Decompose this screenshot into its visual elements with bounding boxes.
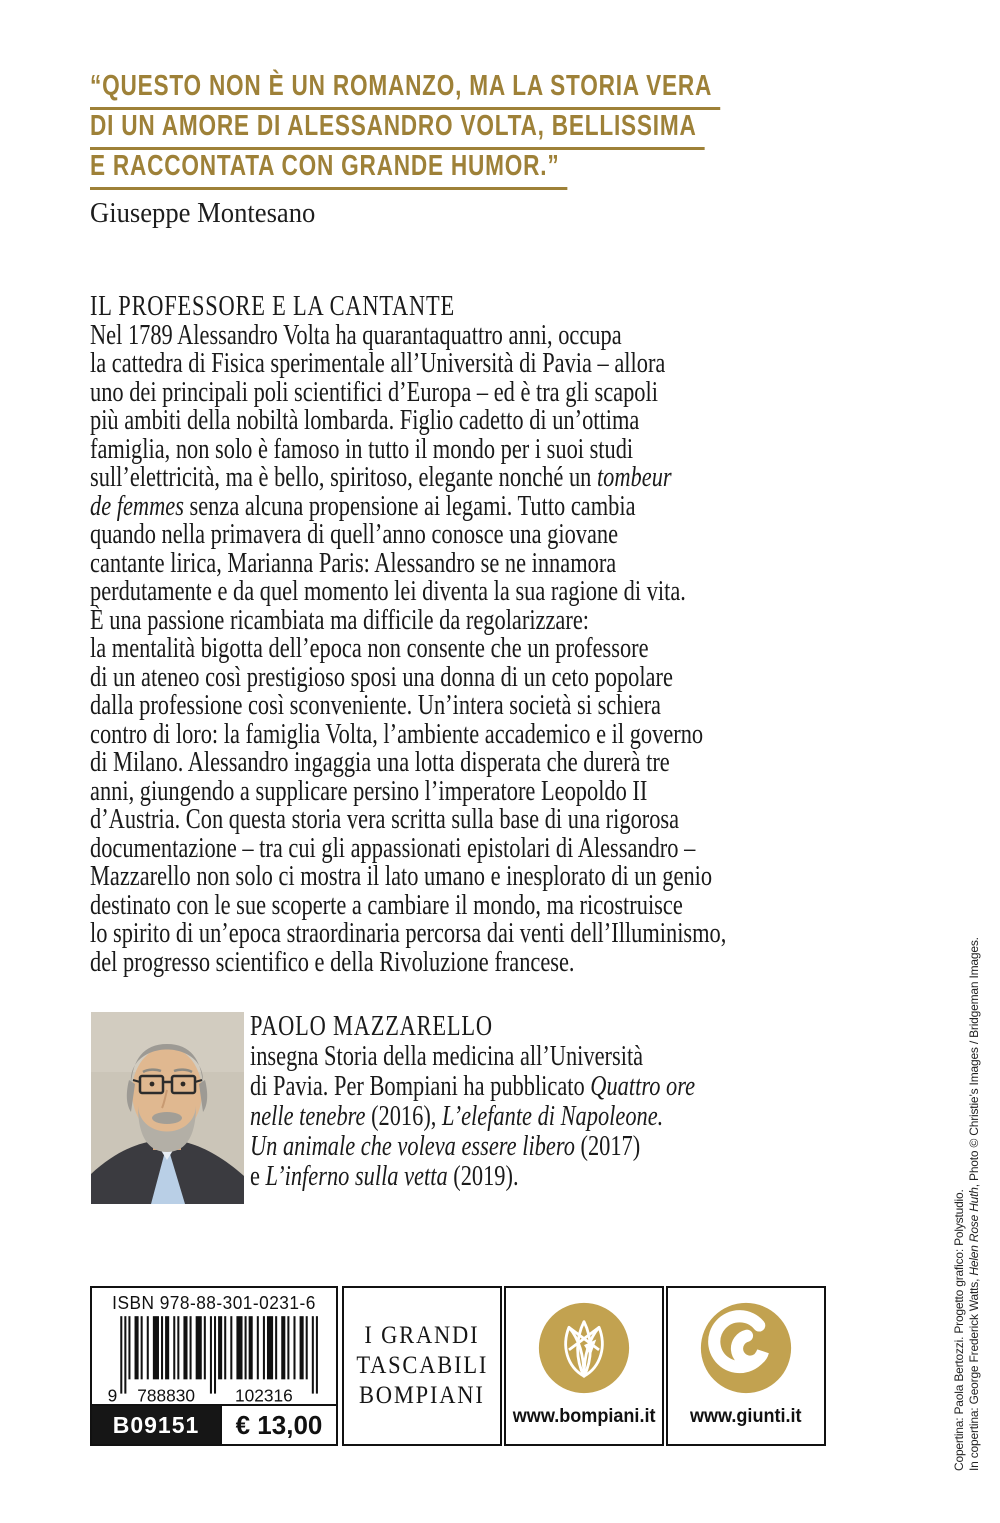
cover-credit-line [966,937,981,1471]
text-line: uno dei principali poli scientifici d’Europa – ed è tra gli scapoli [90,376,658,408]
text-line: Nel 1789 Alessandro Volta ha quarantaquattro anni, occupa [90,319,622,351]
giunti-swirl-icon [699,1301,793,1395]
author-portrait-illustration [91,1012,244,1204]
bompiani-flower-icon [537,1301,631,1395]
price: € 13,00 [220,1406,336,1444]
design-credit-line [951,937,966,1471]
text-line: la cattedra di Fisica sperimentale all’Università di Pavia – allora [90,348,666,379]
text-line: “QUESTO NON È UN ROMANZO, MA LA STORIA VERA [90,70,898,110]
text-line: quando nella primavera di quell’anno conosce una giovane [90,519,619,550]
author-photo [91,1012,244,1204]
edition-code: B09151 [92,1406,220,1444]
barcode-digit-9: 9 [107,1385,118,1406]
isbn-label: ISBN 978-88-301-0231-6 [112,1293,316,1313]
text-line: la mentalità bigotta dell’epoca non consente che un professore [90,633,649,664]
author-bio [250,1012,870,1192]
text-line: PAOLO MAZZARELLO [250,1011,493,1042]
text-line: di un ateneo così prestigioso sposi una donna di un ceto popolare [90,661,673,693]
text-line: nelle tenebre (2016), L’elefante di Napoleone. [250,1101,664,1132]
text-line: Mazzarello non solo ci mostra il lato umano e inesplorato di un genio [90,861,713,892]
text-line: sull’elettricità, ma è bello, spiritoso, elegante nonché un tombeur [90,462,672,493]
barcode-digits-right: 102316 [235,1385,293,1406]
barcode-digits-left: 788830 [137,1385,196,1406]
text-line: I GRANDI [364,1322,480,1349]
text-line: BOMPIANI [359,1382,485,1409]
text-line: famiglia, non solo è famoso in tutto il mondo per i suoi studi [90,433,634,465]
barcode-box [90,1286,338,1446]
photo-credits [951,937,981,1471]
text-line: e L’inferno sulla vetta (2019). [250,1161,519,1192]
synopsis-title: IL PROFESSORE E LA CANTANTE [90,291,455,322]
text-line: Un animale che voleva essere libero (2017) [250,1131,641,1162]
barcode [106,1316,322,1406]
text-line: contro di loro: la famiglia Volta, l’ambiente accademico e il governo [90,718,704,750]
text-line: TASCABILI [356,1352,488,1379]
series-box [342,1286,502,1446]
bompiani-url: www.bompiani.it [512,1406,656,1427]
text-line: più ambiti della nobiltà lombarda. Figlio cadetto di un’ottima [90,405,640,436]
bompiani-logo-box [504,1286,664,1446]
text-line: cantante lirica, Marianna Paris: Alessandro se ne innamora [90,547,617,579]
synopsis [90,293,950,977]
text-line: perdutamente e da quel momento lei diventa la sua ragione di vita. [90,576,686,607]
giunti-url: www.giunti.it [690,1406,802,1427]
endorsement-quote [90,70,898,190]
code-price-row [92,1404,336,1444]
text-line: lo spirito di un’epoca straordinaria percorsa dai venti dell’Illuminismo, [90,918,727,949]
giunti-logo-box [666,1286,826,1446]
text-line: DI UN AMORE DI ALESSANDRO VOLTA, BELLISSIMA [90,110,898,150]
text-line: documentazione – tra cui gli appassionati epistolari di Alessandro – [90,832,696,864]
text-line: anni, giungendo a supplicare persino l’imperatore Leopoldo II [90,775,648,807]
text-line: di Milano. Alessandro ingaggia una lotta disperata che durerà tre [90,747,670,778]
text-line: È una passione ricambiata ma difficile da regolarizzare: [90,604,589,636]
text-line: E RACCONTATA CON GRANDE HUMOR.” [90,150,898,190]
endorsement-block [90,70,898,230]
synopsis-text [90,319,950,978]
text-line: de femmes senza alcuna propensione ai legami. Tutto cambia [90,490,636,522]
text-line: di Pavia. Per Bompiani ha pubblicato Quattro ore [250,1071,696,1102]
text-line: d’Austria. Con questa storia vera scritta sulla base di una rigorosa [90,804,680,835]
text-line: Copertina: Paola Bertozzi. Progetto grafico: Polystudio. [952,1189,966,1471]
quote-attribution: Giuseppe Montesano [90,198,316,229]
text-line: del progresso scientifico e della Rivoluzione francese. [90,946,575,978]
text-line: insegna Storia della medicina all’Università [250,1041,644,1072]
series-name [349,1321,496,1411]
text-line: In copertina: George Frederick Watts, Helen Rose Huth, Photo © Christie’s Images / Bridgeman Images. [967,937,981,1471]
text-line: destinato con le sue scoperte a cambiare il mondo, ma ricostruisce [90,889,683,921]
text-line: dalla professione così sconveniente. Un’intera società si schiera [90,690,661,721]
